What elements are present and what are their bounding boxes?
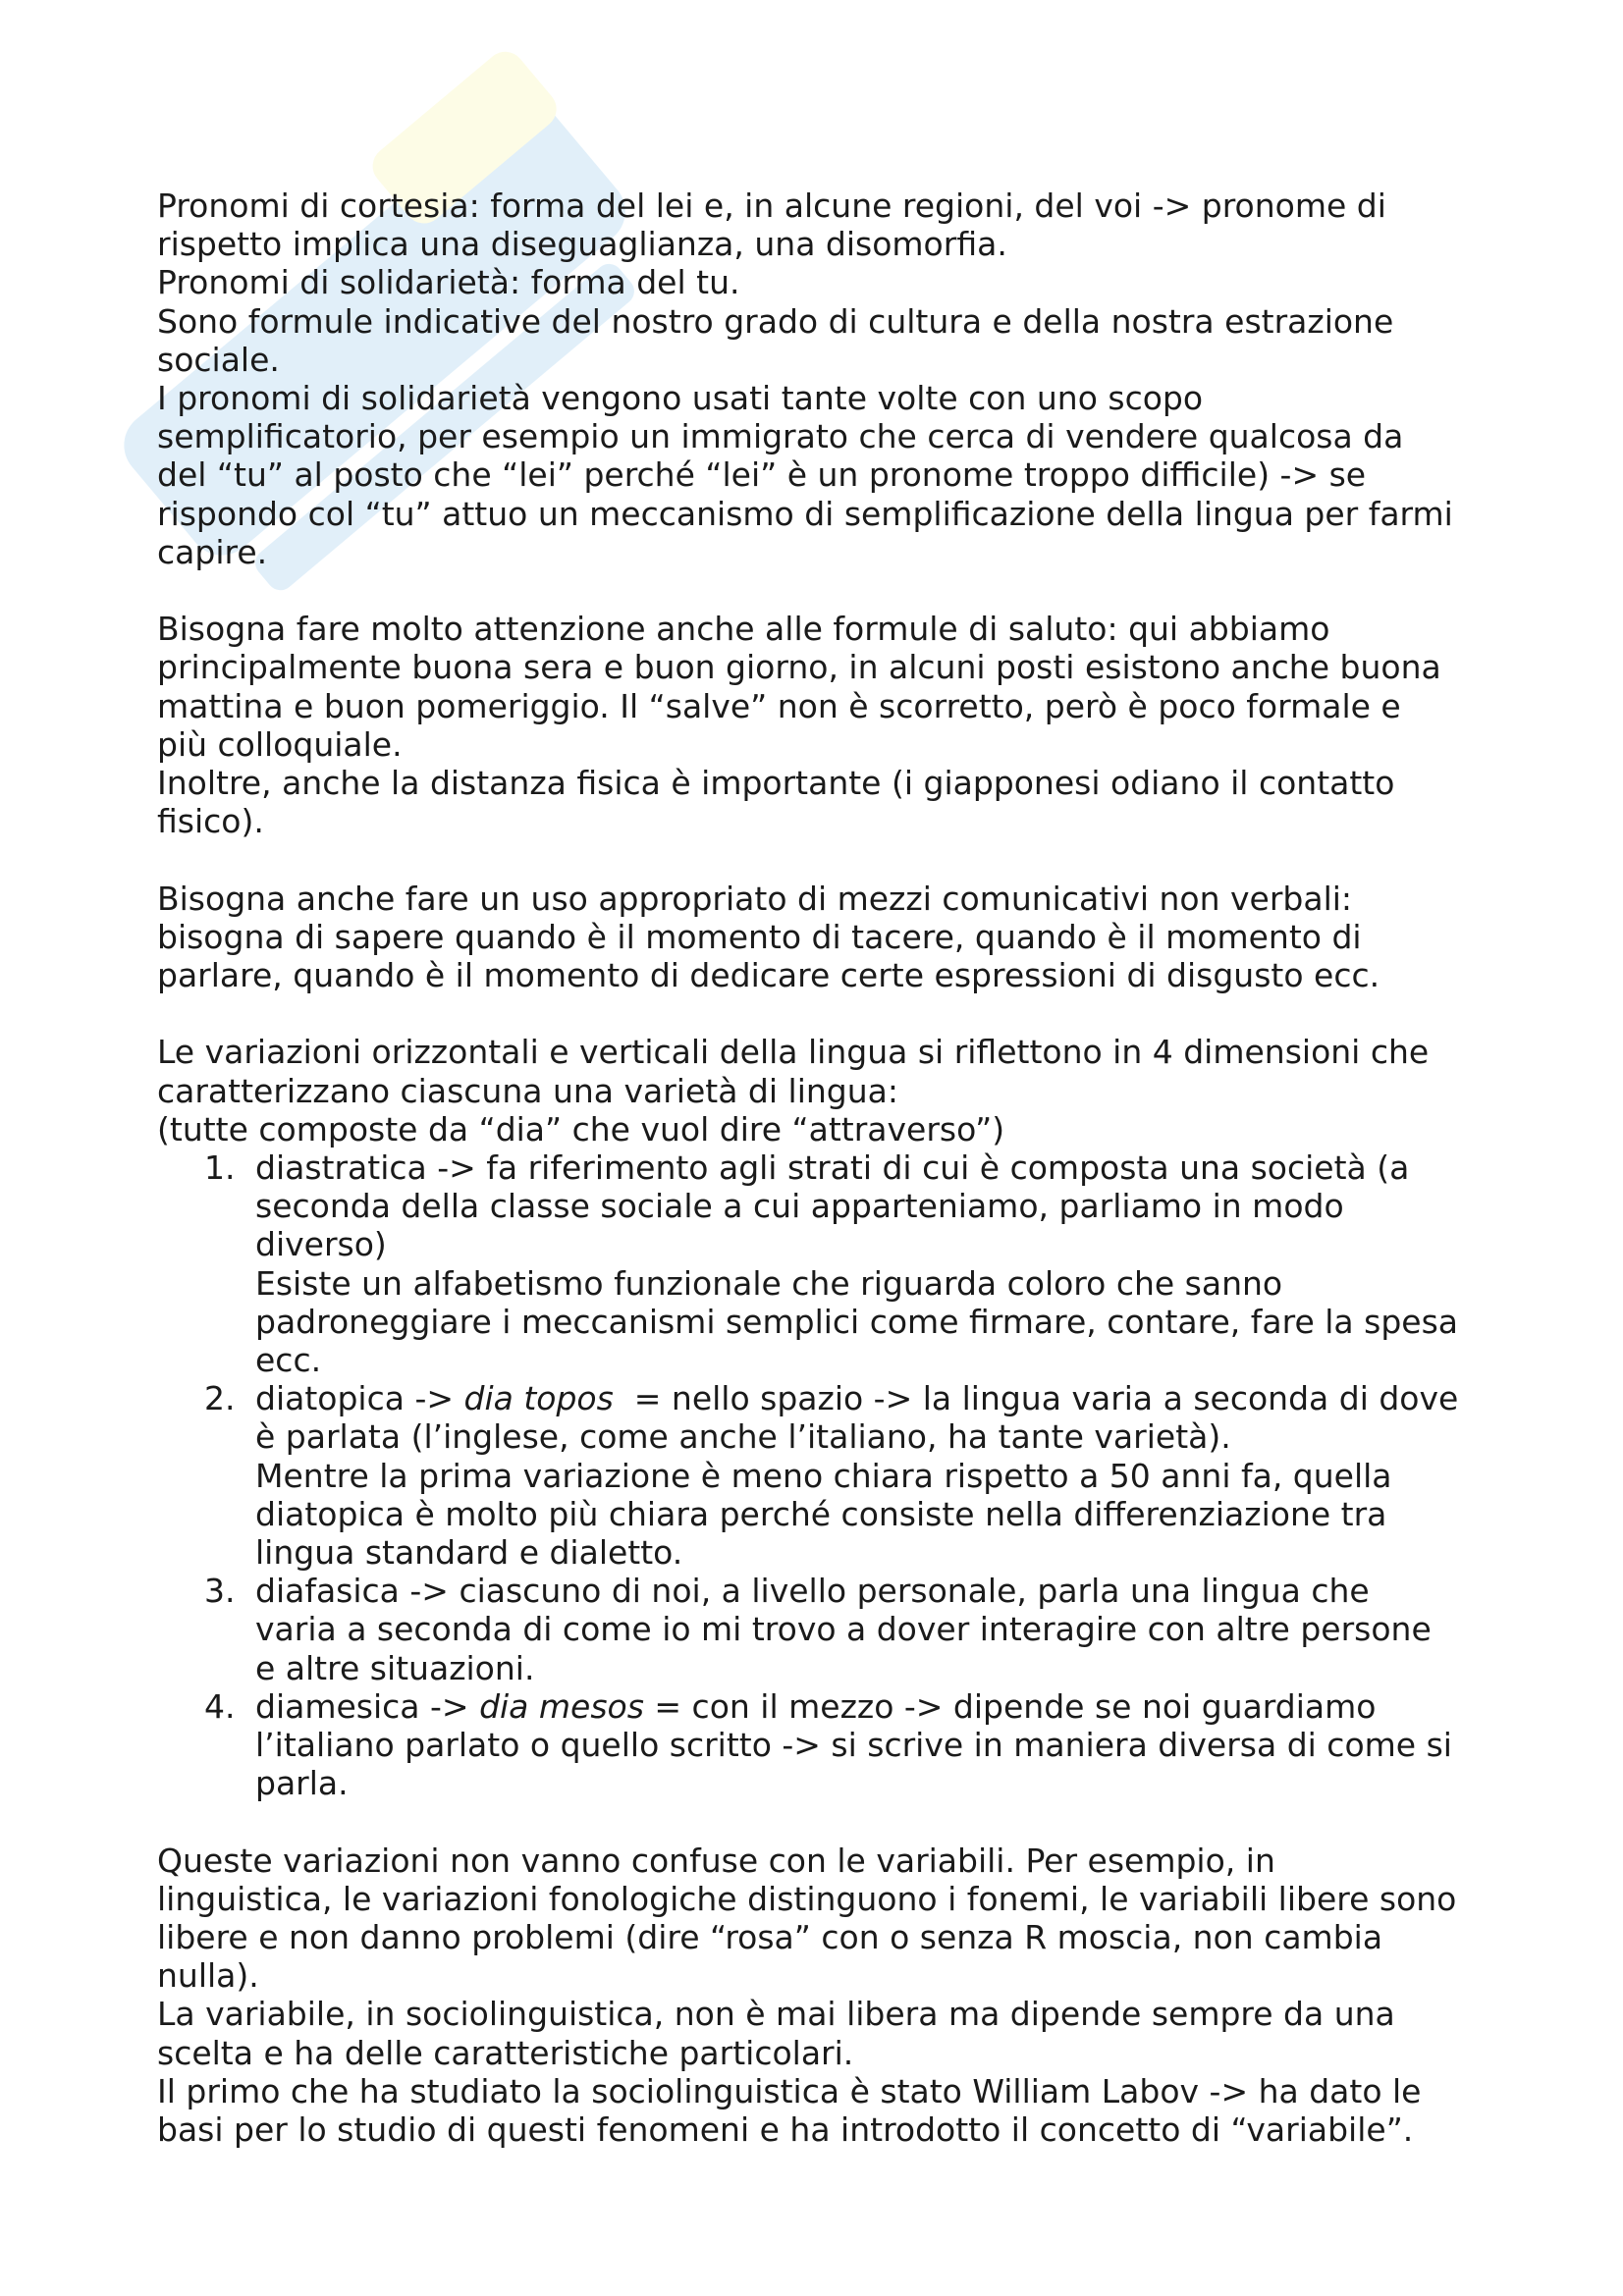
italic-term: dia topos xyxy=(463,1379,614,1418)
text-line: Il primo che ha studiato la sociolinguistica è stato William Labov -> ha dato le xyxy=(157,2071,1422,2110)
text-line: del “tu” al posto che “lei” perché “lei” è un pronome troppo difficile) -> se xyxy=(157,455,1367,495)
text-line: diverso) xyxy=(255,1225,387,1264)
text-line: più colloquiale. xyxy=(157,724,403,764)
text-line: parlare, quando è il momento di dedicare certe espressioni di disgusto ecc. xyxy=(157,956,1380,995)
list-number: 1. xyxy=(204,1148,236,1188)
text-line: e altre situazioni. xyxy=(255,1648,535,1687)
text-line: caratterizzano ciascuna una varietà di lingua: xyxy=(157,1071,898,1110)
text-line: ecc. xyxy=(255,1341,322,1380)
text-line: La variabile, in sociolinguistica, non è mai libera ma dipende sempre da una xyxy=(157,1995,1395,2034)
text-line: l’italiano parlato o quello scritto -> si scrive in maniera diversa di come si xyxy=(255,1726,1452,1765)
document-page xyxy=(157,187,1492,2149)
list-number: 2. xyxy=(204,1379,236,1418)
italic-term: dia mesos xyxy=(479,1686,644,1726)
section-pronouns xyxy=(157,187,1492,571)
text-line: Pronomi di cortesia: forma del lei e, in alcune regioni, del voi -> pronome di xyxy=(157,187,1386,225)
text-run: = con il mezzo -> dipende se noi guardiamo xyxy=(643,1686,1377,1726)
text-line: linguistica, le variazioni fonologiche distinguono i fonemi, le variabili libere sono xyxy=(157,1879,1457,1918)
paragraph-gap xyxy=(157,571,1492,610)
text-line: diafasica -> ciascuno di noi, a livello personale, parla una lingua che xyxy=(255,1572,1370,1611)
text-run: diamesica -> xyxy=(255,1686,480,1726)
text-line xyxy=(255,1687,1492,1726)
text-line: Pronomi di solidarietà: forma del tu. xyxy=(157,263,740,302)
text-line: bisogna di sapere quando è il momento di tacere, quando è il momento di xyxy=(157,917,1362,956)
text-line: diatopica è molto più chiara perché consiste nella differenziazione tra xyxy=(255,1494,1387,1533)
text-line: rispetto implica una diseguaglianza, una disomorfia. xyxy=(157,225,1007,264)
text-line: Bisogna fare molto attenzione anche alle formule di saluto: qui abbiamo xyxy=(157,610,1330,649)
text-line: lingua standard e dialetto. xyxy=(255,1533,683,1573)
text-line: (tutte composte da “dia” che vuol dire “attraverso”) xyxy=(157,1109,1005,1148)
text-line xyxy=(255,1379,1492,1417)
text-line: basi per lo studio di questi fenomeni e ha introdotto il concetto di “variabile”. xyxy=(157,2110,1414,2150)
paragraph-gap xyxy=(157,1802,1492,1841)
section-dimensions xyxy=(157,1033,1492,1802)
section-nonverbal xyxy=(157,880,1492,995)
text-line: Inoltre, anche la distanza fisica è importante (i giapponesi odiano il contatto xyxy=(157,764,1395,803)
section-greetings xyxy=(157,610,1492,840)
text-line: Bisogna anche fare un uso appropriato di mezzi comunicativi non verbali: xyxy=(157,879,1353,918)
text-line: diastratica -> fa riferimento agli strati di cui è composta una società (a xyxy=(255,1148,1410,1188)
text-line: padroneggiare i meccanismi semplici come firmare, contare, fare la spesa xyxy=(255,1302,1458,1341)
text-line: parla. xyxy=(255,1764,349,1803)
list-item-diamesica xyxy=(204,1686,1492,1803)
text-line: I pronomi di solidarietà vengono usati tante volte con uno scopo xyxy=(157,379,1204,418)
text-line: capire. xyxy=(157,532,268,571)
text-line: Sono formule indicative del nostro grado di cultura e della nostra estrazione xyxy=(157,301,1394,341)
text-line: principalmente buona sera e buon giorno, in alcuni posti esistono anche buona xyxy=(157,648,1441,687)
text-line: Queste variazioni non vanno confuse con le variabili. Per esempio, in xyxy=(157,1841,1275,1880)
list-number: 4. xyxy=(204,1686,236,1726)
paragraph-gap xyxy=(157,994,1492,1033)
paragraph-gap xyxy=(157,840,1492,879)
text-line: varia a seconda di come io mi trovo a dover interagire con altre persone xyxy=(255,1610,1432,1649)
text-line: sociale. xyxy=(157,340,280,379)
dimensions-list xyxy=(157,1148,1492,1802)
text-line: nulla). xyxy=(157,1956,259,1996)
list-item-diatopica xyxy=(204,1379,1492,1573)
text-line: è parlata (l’inglese, come anche l’italiano, ha tante varietà). xyxy=(255,1417,1231,1457)
text-line: mattina e buon pomeriggio. Il “salve” non è scorretto, però è poco formale e xyxy=(157,686,1401,725)
text-line: semplificatorio, per esempio un immigrato che cerca di vendere qualcosa da xyxy=(157,417,1404,456)
text-line: rispondo col “tu” attuo un meccanismo di semplificazione della lingua per farmi xyxy=(157,494,1453,533)
list-number: 3. xyxy=(204,1572,236,1611)
section-variables xyxy=(157,1842,1492,2150)
text-run: = nello spazio -> la lingua varia a seconda di dove xyxy=(613,1379,1459,1418)
text-line: seconda della classe sociale a cui apparteniamo, parliamo in modo xyxy=(255,1187,1344,1226)
text-line: Mentre la prima variazione è meno chiara rispetto a 50 anni fa, quella xyxy=(255,1456,1392,1495)
text-line: scelta e ha delle caratteristiche particolari. xyxy=(157,2033,854,2072)
text-line: libere e non danno problemi (dire “rosa” con o senza R moscia, non cambia xyxy=(157,1918,1383,1957)
text-line: fisico). xyxy=(157,802,264,841)
text-line: Le variazioni orizzontali e verticali della lingua si riflettono in 4 dimensioni che xyxy=(157,1033,1430,1072)
text-run: diatopica -> xyxy=(255,1379,464,1418)
text-line: Esiste un alfabetismo funzionale che riguarda coloro che sanno xyxy=(255,1263,1283,1303)
list-item-diafasica xyxy=(204,1572,1492,1687)
list-item-diastratica xyxy=(204,1148,1492,1380)
